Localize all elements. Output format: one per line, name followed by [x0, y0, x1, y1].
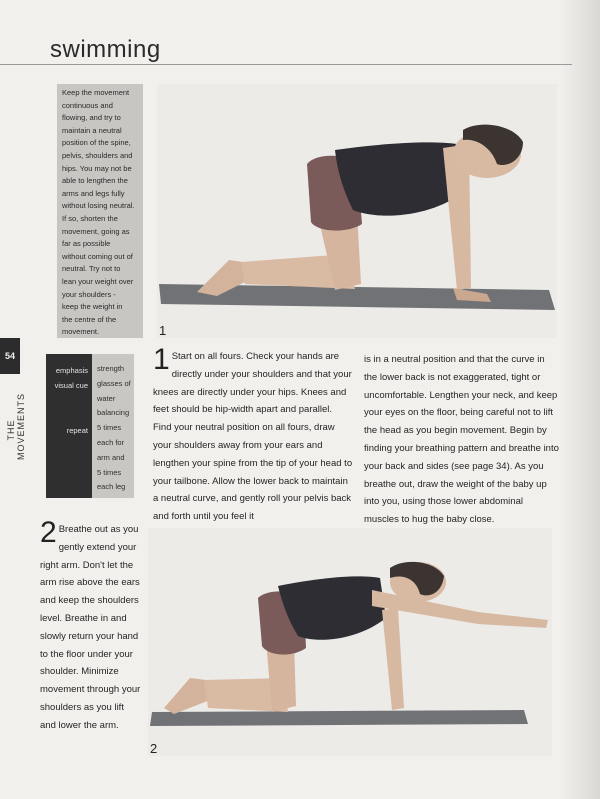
- tip-line: without losing neutral.: [62, 201, 135, 211]
- photo-1-number: 1: [159, 323, 167, 338]
- tip-line: position of the spine,: [62, 138, 131, 148]
- tip-line: neutral. Try not to: [62, 264, 121, 274]
- tip-line: flowing, and try to: [62, 113, 121, 123]
- photo-step-1: [157, 84, 557, 338]
- tip-line: movement.: [62, 327, 100, 337]
- tip-line: Keep the movement: [62, 88, 130, 97]
- repeat-label: repeat: [66, 426, 88, 435]
- photo-step-2-illustration: [148, 528, 552, 756]
- tip-line: pelvis, shoulders and: [62, 150, 133, 160]
- tip-line: continuous and: [62, 100, 113, 110]
- page-title: swimming: [50, 36, 161, 63]
- tip-line: movement, going as: [62, 226, 130, 236]
- tip-line: maintain a neutral: [62, 125, 122, 135]
- tip-line: the centre of the: [62, 314, 117, 324]
- tip-text: [62, 87, 138, 339]
- step-2-body: Breathe out as you gently extend your right arm. Don't let the arm rise above the ears and keep the shoulders level. Breathe in and slowly return your hand to the floor under your shoulder. Minimize movement through your shoulders as you lift and lower the arm.: [40, 524, 141, 731]
- repeat-value-5: each leg: [97, 482, 126, 492]
- tip-line: hips. You may not be: [62, 163, 132, 173]
- title-rule: [0, 64, 572, 65]
- emphasis-value: strength: [97, 364, 125, 373]
- info-values: [92, 354, 134, 498]
- tip-box: [57, 84, 143, 338]
- repeat-value-1: 5 times: [97, 423, 122, 433]
- exercise-mat: [150, 710, 528, 726]
- step-2-text: [40, 516, 142, 735]
- step-1-number: 1: [153, 343, 170, 376]
- repeat-value-4: 5 times: [97, 467, 122, 477]
- visual-cue-value-2: water: [97, 393, 116, 403]
- emphasis-label: emphasis: [55, 366, 88, 375]
- repeat-value-3: arm and: [97, 452, 125, 462]
- repeat-value-2: each for: [97, 437, 125, 447]
- visual-cue-value-3: balancing: [97, 408, 130, 418]
- visual-cue-value-1: glasses of: [97, 378, 131, 388]
- step-1-text-column-1: [153, 343, 353, 526]
- tip-line: without coming out of: [62, 251, 133, 261]
- step-2-number: 2: [40, 516, 57, 549]
- tip-line: If so, shorten the: [62, 213, 118, 223]
- page-number-tab: 54: [0, 338, 20, 374]
- visual-cue-label: visual cue: [54, 381, 88, 390]
- photo-2-number: 2: [150, 741, 158, 756]
- tip-line: keep the weight in: [62, 302, 123, 312]
- step-1-text: Start on all fours. Check your hands are directly under your shoulders and that your knees are directly under your hips. Knees and feet should be hip-width apart and parallel. Find your neutral position on all fours, draw your shoulders away from your ears and lengthen your spine from the tip of your head to your tailbone. Allow the lower back to maintain a neutral curve, and gently roll your pelvis back and forth until you feel it: [153, 351, 353, 523]
- tip-line: far as possible: [62, 239, 111, 249]
- tip-line: arms and legs fully: [62, 188, 125, 198]
- tip-line: able to lengthen the: [62, 176, 128, 186]
- section-tab-label: THE MOVEMENTS: [6, 392, 26, 460]
- page-edge-shadow: [560, 0, 600, 799]
- info-box: [46, 354, 92, 498]
- info-values-text: [97, 362, 131, 495]
- tip-line: your shoulders -: [62, 289, 116, 299]
- step-1-text-column-2: is in a neutral position and that the curve in the lower back is not exaggerated, tight or uncomfortable. Lengthen your neck, and keep your eyes on the floor, being careful not to lift the head as you begin movement. Begin by finding your breathing pattern and breathe into your back and sides (see page 34). As you breathe out, draw the weight of the baby up into you, using those lower abdominal muscles to hug the baby close.: [364, 354, 559, 526]
- tip-line: lean your weight over: [62, 276, 134, 286]
- photo-step-1-illustration: [157, 84, 557, 338]
- photo-step-2: [148, 528, 552, 756]
